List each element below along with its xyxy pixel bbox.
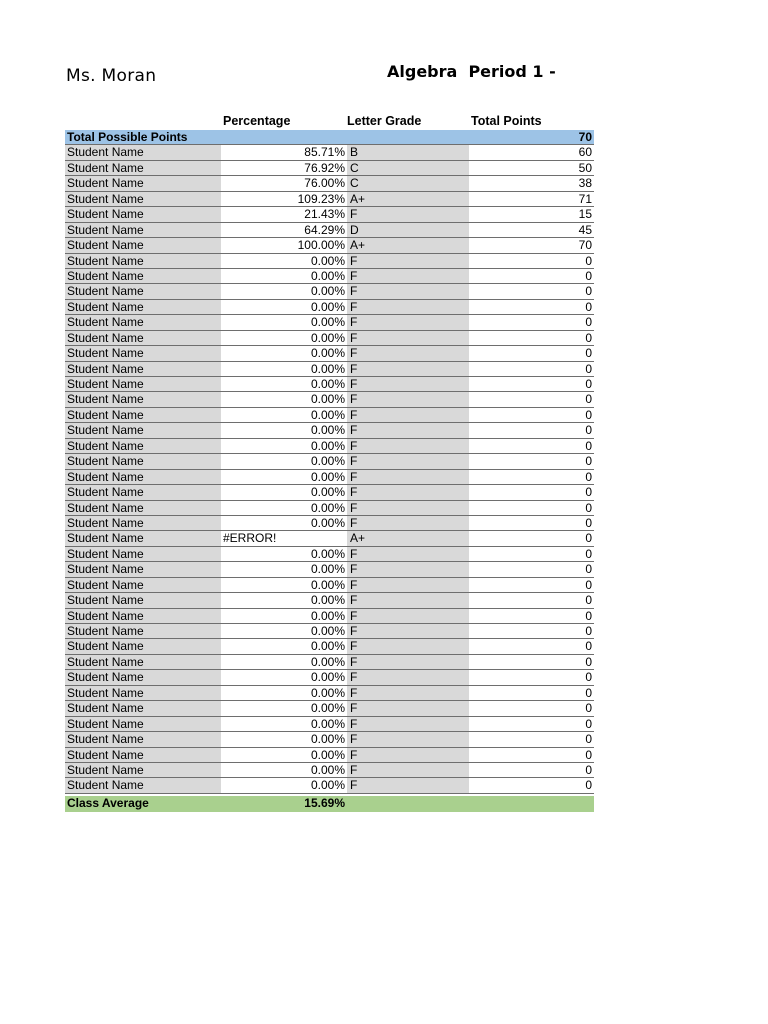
student-grade-cell[interactable]: F — [347, 639, 469, 653]
student-name-cell[interactable]: Student Name — [65, 593, 221, 607]
student-row[interactable] — [65, 624, 594, 639]
student-grade-cell[interactable]: F — [347, 254, 469, 268]
student-row[interactable] — [65, 485, 594, 500]
student-name-cell[interactable]: Student Name — [65, 284, 221, 298]
student-row[interactable] — [65, 531, 594, 546]
student-points-cell[interactable]: 0 — [469, 686, 594, 700]
student-row[interactable] — [65, 501, 594, 516]
student-name-cell[interactable]: Student Name — [65, 717, 221, 731]
student-grade-cell[interactable]: B — [347, 145, 469, 159]
student-points-cell[interactable]: 0 — [469, 717, 594, 731]
student-row[interactable] — [65, 578, 594, 593]
student-points-cell[interactable]: 45 — [469, 223, 594, 237]
student-points-cell[interactable]: 0 — [469, 763, 594, 777]
student-points-cell[interactable]: 0 — [469, 362, 594, 376]
student-row[interactable] — [65, 670, 594, 685]
student-percentage-cell[interactable]: 85.71% — [221, 145, 347, 159]
student-row[interactable] — [65, 547, 594, 562]
student-points-cell[interactable]: 0 — [469, 408, 594, 422]
student-percentage-cell[interactable]: 0.00% — [221, 639, 347, 653]
student-name-cell[interactable]: Student Name — [65, 454, 221, 468]
student-name-cell[interactable]: Student Name — [65, 362, 221, 376]
student-grade-cell[interactable]: F — [347, 377, 469, 391]
student-percentage-cell[interactable]: 0.00% — [221, 377, 347, 391]
student-percentage-cell[interactable]: 0.00% — [221, 516, 347, 530]
student-grade-cell[interactable]: F — [347, 562, 469, 576]
total-possible-row[interactable] — [65, 130, 594, 145]
student-row[interactable] — [65, 315, 594, 330]
student-points-cell[interactable]: 0 — [469, 269, 594, 283]
student-points-cell[interactable]: 38 — [469, 176, 594, 190]
student-percentage-cell[interactable]: 0.00% — [221, 670, 347, 684]
student-grade-cell[interactable]: C — [347, 176, 469, 190]
student-points-cell[interactable]: 0 — [469, 732, 594, 746]
student-grade-cell[interactable]: F — [347, 593, 469, 607]
student-points-cell[interactable]: 50 — [469, 161, 594, 175]
student-grade-cell[interactable]: A+ — [347, 531, 469, 545]
student-points-cell[interactable]: 0 — [469, 748, 594, 762]
student-grade-cell[interactable]: F — [347, 501, 469, 515]
student-grade-cell[interactable]: F — [347, 670, 469, 684]
total-possible-grade — [347, 130, 469, 144]
student-name-cell[interactable]: Student Name — [65, 315, 221, 329]
student-row[interactable] — [65, 423, 594, 438]
student-name-cell[interactable]: Student Name — [65, 501, 221, 515]
student-name-cell[interactable]: Student Name — [65, 223, 221, 237]
student-points-cell[interactable]: 0 — [469, 655, 594, 669]
student-points-cell[interactable]: 0 — [469, 485, 594, 499]
student-name-cell[interactable]: Student Name — [65, 392, 221, 406]
student-percentage-cell[interactable]: 0.00% — [221, 609, 347, 623]
student-name-cell[interactable]: Student Name — [65, 176, 221, 190]
student-row[interactable] — [65, 470, 594, 485]
student-grade-cell[interactable]: F — [347, 701, 469, 715]
student-row[interactable] — [65, 161, 594, 176]
class-average-value: 15.69% — [304, 796, 345, 810]
student-row[interactable] — [65, 516, 594, 531]
student-grade-cell[interactable]: F — [347, 778, 469, 792]
student-name-cell[interactable]: Student Name — [65, 516, 221, 530]
course-title: Algebra Period 1 - — [387, 62, 556, 81]
student-name-cell[interactable]: Student Name — [65, 238, 221, 252]
student-name-cell[interactable]: Student Name — [65, 485, 221, 499]
student-row[interactable] — [65, 362, 594, 377]
student-grade-cell[interactable]: A+ — [347, 192, 469, 206]
student-grade-cell[interactable]: F — [347, 763, 469, 777]
student-grade-cell[interactable]: F — [347, 269, 469, 283]
student-name-cell[interactable]: Student Name — [65, 207, 221, 221]
student-grade-cell[interactable]: F — [347, 470, 469, 484]
student-percentage-cell[interactable]: 0.00% — [221, 624, 347, 638]
total-possible-label: Total Possible Points — [67, 130, 188, 144]
student-row[interactable] — [65, 593, 594, 608]
student-points-cell[interactable]: 0 — [469, 300, 594, 314]
student-row[interactable] — [65, 284, 594, 299]
student-grade-cell[interactable]: F — [347, 516, 469, 530]
student-grade-cell[interactable]: F — [347, 331, 469, 345]
student-row[interactable] — [65, 701, 594, 716]
column-header-percentage: Percentage — [223, 114, 291, 128]
student-grade-cell[interactable]: F — [347, 686, 469, 700]
student-grade-cell[interactable]: F — [347, 578, 469, 592]
student-row[interactable] — [65, 192, 594, 207]
total-possible-pct — [221, 130, 347, 144]
student-points-cell[interactable]: 0 — [469, 284, 594, 298]
student-grade-cell[interactable]: F — [347, 547, 469, 561]
column-headers — [0, 114, 768, 130]
student-name-cell[interactable]: Student Name — [65, 609, 221, 623]
student-percentage-cell[interactable]: 100.00% — [221, 238, 347, 252]
student-row[interactable] — [65, 408, 594, 423]
student-name-cell[interactable]: Student Name — [65, 670, 221, 684]
student-row[interactable] — [65, 748, 594, 763]
student-row[interactable] — [65, 269, 594, 284]
student-percentage-cell[interactable]: 109.23% — [221, 192, 347, 206]
student-points-cell[interactable]: 0 — [469, 470, 594, 484]
student-percentage-cell[interactable]: 64.29% — [221, 223, 347, 237]
student-row[interactable] — [65, 392, 594, 407]
student-name-cell[interactable]: Student Name — [65, 639, 221, 653]
student-points-cell[interactable]: 0 — [469, 439, 594, 453]
student-percentage-cell[interactable]: #ERROR! — [221, 531, 347, 545]
student-percentage-cell[interactable]: 0.00% — [221, 763, 347, 777]
student-name-cell[interactable]: Student Name — [65, 547, 221, 561]
student-percentage-cell[interactable]: 0.00% — [221, 254, 347, 268]
student-name-cell[interactable]: Student Name — [65, 578, 221, 592]
student-grade-cell[interactable]: F — [347, 346, 469, 360]
student-percentage-cell[interactable]: 0.00% — [221, 686, 347, 700]
student-name-cell[interactable]: Student Name — [65, 701, 221, 715]
student-name-cell[interactable]: Student Name — [65, 470, 221, 484]
student-row[interactable] — [65, 732, 594, 747]
student-points-cell[interactable]: 0 — [469, 516, 594, 530]
student-row[interactable] — [65, 655, 594, 670]
student-percentage-cell[interactable]: 0.00% — [221, 717, 347, 731]
teacher-name: Ms. Moran — [66, 66, 157, 86]
student-points-cell[interactable]: 0 — [469, 670, 594, 684]
student-percentage-cell[interactable]: 0.00% — [221, 470, 347, 484]
student-points-cell[interactable]: 0 — [469, 346, 594, 360]
student-name-cell[interactable]: Student Name — [65, 686, 221, 700]
student-grade-cell[interactable]: F — [347, 655, 469, 669]
student-percentage-cell[interactable]: 0.00% — [221, 439, 347, 453]
student-name-cell[interactable]: Student Name — [65, 145, 221, 159]
student-grade-cell[interactable]: F — [347, 362, 469, 376]
student-points-cell[interactable]: 0 — [469, 578, 594, 592]
student-points-cell[interactable]: 0 — [469, 609, 594, 623]
student-percentage-cell[interactable]: 0.00% — [221, 578, 347, 592]
student-points-cell[interactable]: 0 — [469, 501, 594, 515]
student-percentage-cell[interactable]: 0.00% — [221, 748, 347, 762]
student-points-cell[interactable]: 0 — [469, 254, 594, 268]
student-percentage-cell[interactable]: 0.00% — [221, 547, 347, 561]
student-row[interactable] — [65, 639, 594, 654]
column-header-letter-grade: Letter Grade — [347, 114, 422, 128]
student-points-cell[interactable]: 0 — [469, 315, 594, 329]
student-grade-cell[interactable]: F — [347, 207, 469, 221]
student-points-cell[interactable]: 0 — [469, 331, 594, 345]
student-grade-cell[interactable]: F — [347, 717, 469, 731]
student-row[interactable] — [65, 778, 594, 793]
student-grade-cell[interactable]: F — [347, 732, 469, 746]
student-name-cell[interactable]: Student Name — [65, 655, 221, 669]
student-row[interactable] — [65, 254, 594, 269]
student-percentage-cell[interactable]: 0.00% — [221, 701, 347, 715]
student-row[interactable] — [65, 145, 594, 160]
student-grade-cell[interactable]: F — [347, 408, 469, 422]
student-percentage-cell[interactable]: 0.00% — [221, 408, 347, 422]
student-percentage-cell[interactable]: 0.00% — [221, 315, 347, 329]
student-points-cell[interactable]: 0 — [469, 423, 594, 437]
student-name-cell[interactable]: Student Name — [65, 531, 221, 545]
student-grade-cell[interactable]: F — [347, 300, 469, 314]
student-grade-cell[interactable]: F — [347, 423, 469, 437]
student-grade-cell[interactable]: D — [347, 223, 469, 237]
student-points-cell[interactable]: 0 — [469, 701, 594, 715]
student-points-cell[interactable]: 0 — [469, 639, 594, 653]
student-name-cell[interactable]: Student Name — [65, 763, 221, 777]
student-row[interactable] — [65, 300, 594, 315]
student-points-cell[interactable]: 70 — [469, 238, 594, 252]
student-grade-cell[interactable]: A+ — [347, 238, 469, 252]
student-points-cell[interactable]: 71 — [469, 192, 594, 206]
column-header-total-points: Total Points — [471, 114, 542, 128]
student-row[interactable] — [65, 609, 594, 624]
student-name-cell[interactable]: Student Name — [65, 423, 221, 437]
student-name-cell[interactable]: Student Name — [65, 439, 221, 453]
student-points-cell[interactable]: 0 — [469, 593, 594, 607]
student-percentage-cell[interactable]: 0.00% — [221, 362, 347, 376]
student-name-cell[interactable]: Student Name — [65, 192, 221, 206]
student-grade-cell[interactable]: F — [347, 748, 469, 762]
student-row[interactable] — [65, 562, 594, 577]
student-name-cell[interactable]: Student Name — [65, 331, 221, 345]
student-percentage-cell[interactable]: 21.43% — [221, 207, 347, 221]
student-name-cell[interactable]: Student Name — [65, 624, 221, 638]
student-row[interactable] — [65, 238, 594, 253]
student-name-cell[interactable]: Student Name — [65, 748, 221, 762]
student-grade-cell[interactable]: F — [347, 284, 469, 298]
student-name-cell[interactable]: Student Name — [65, 346, 221, 360]
student-row[interactable] — [65, 207, 594, 222]
student-points-cell[interactable]: 60 — [469, 145, 594, 159]
student-points-cell[interactable]: 15 — [469, 207, 594, 221]
student-row[interactable] — [65, 686, 594, 701]
student-grade-cell[interactable]: F — [347, 392, 469, 406]
student-row[interactable] — [65, 176, 594, 191]
student-percentage-cell[interactable]: 0.00% — [221, 562, 347, 576]
student-row[interactable] — [65, 763, 594, 778]
class-average-label: Class Average — [67, 796, 149, 810]
class-average-row[interactable] — [65, 796, 594, 812]
student-row[interactable] — [65, 717, 594, 732]
student-points-cell[interactable]: 0 — [469, 377, 594, 391]
student-grade-cell[interactable]: F — [347, 624, 469, 638]
student-grade-cell[interactable]: F — [347, 485, 469, 499]
student-name-cell[interactable]: Student Name — [65, 732, 221, 746]
student-points-cell[interactable]: 0 — [469, 562, 594, 576]
student-percentage-cell[interactable]: 0.00% — [221, 454, 347, 468]
student-grade-cell[interactable]: F — [347, 315, 469, 329]
student-percentage-cell[interactable]: 0.00% — [221, 392, 347, 406]
student-percentage-cell[interactable]: 0.00% — [221, 331, 347, 345]
student-percentage-cell[interactable]: 0.00% — [221, 732, 347, 746]
student-percentage-cell[interactable]: 76.00% — [221, 176, 347, 190]
student-points-cell[interactable]: 0 — [469, 547, 594, 561]
grade-table — [65, 130, 594, 794]
student-points-cell[interactable]: 0 — [469, 392, 594, 406]
student-points-cell[interactable]: 0 — [469, 454, 594, 468]
student-row[interactable] — [65, 346, 594, 361]
student-row[interactable] — [65, 223, 594, 238]
student-grade-cell[interactable]: F — [347, 439, 469, 453]
student-percentage-cell[interactable]: 0.00% — [221, 501, 347, 515]
student-grade-cell[interactable]: F — [347, 609, 469, 623]
student-points-cell[interactable]: 0 — [469, 778, 594, 792]
student-grade-cell[interactable]: C — [347, 161, 469, 175]
student-row[interactable] — [65, 439, 594, 454]
student-row[interactable] — [65, 454, 594, 469]
student-row[interactable] — [65, 377, 594, 392]
total-possible-points: 70 — [578, 130, 592, 144]
student-name-cell[interactable]: Student Name — [65, 254, 221, 268]
student-percentage-cell[interactable]: 76.92% — [221, 161, 347, 175]
student-name-cell[interactable]: Student Name — [65, 377, 221, 391]
student-percentage-cell[interactable]: 0.00% — [221, 778, 347, 792]
student-name-cell[interactable]: Student Name — [65, 408, 221, 422]
student-percentage-cell[interactable]: 0.00% — [221, 269, 347, 283]
student-name-cell[interactable]: Student Name — [65, 562, 221, 576]
student-points-cell[interactable]: 0 — [469, 531, 594, 545]
student-name-cell[interactable]: Student Name — [65, 300, 221, 314]
student-percentage-cell[interactable]: 0.00% — [221, 593, 347, 607]
student-row[interactable] — [65, 331, 594, 346]
student-name-cell[interactable]: Student Name — [65, 778, 221, 792]
student-percentage-cell[interactable]: 0.00% — [221, 284, 347, 298]
student-percentage-cell[interactable]: 0.00% — [221, 655, 347, 669]
student-name-cell[interactable]: Student Name — [65, 161, 221, 175]
student-percentage-cell[interactable]: 0.00% — [221, 346, 347, 360]
student-points-cell[interactable]: 0 — [469, 624, 594, 638]
student-grade-cell[interactable]: F — [347, 454, 469, 468]
student-percentage-cell[interactable]: 0.00% — [221, 300, 347, 314]
student-name-cell[interactable]: Student Name — [65, 269, 221, 283]
student-percentage-cell[interactable]: 0.00% — [221, 423, 347, 437]
student-percentage-cell[interactable]: 0.00% — [221, 485, 347, 499]
